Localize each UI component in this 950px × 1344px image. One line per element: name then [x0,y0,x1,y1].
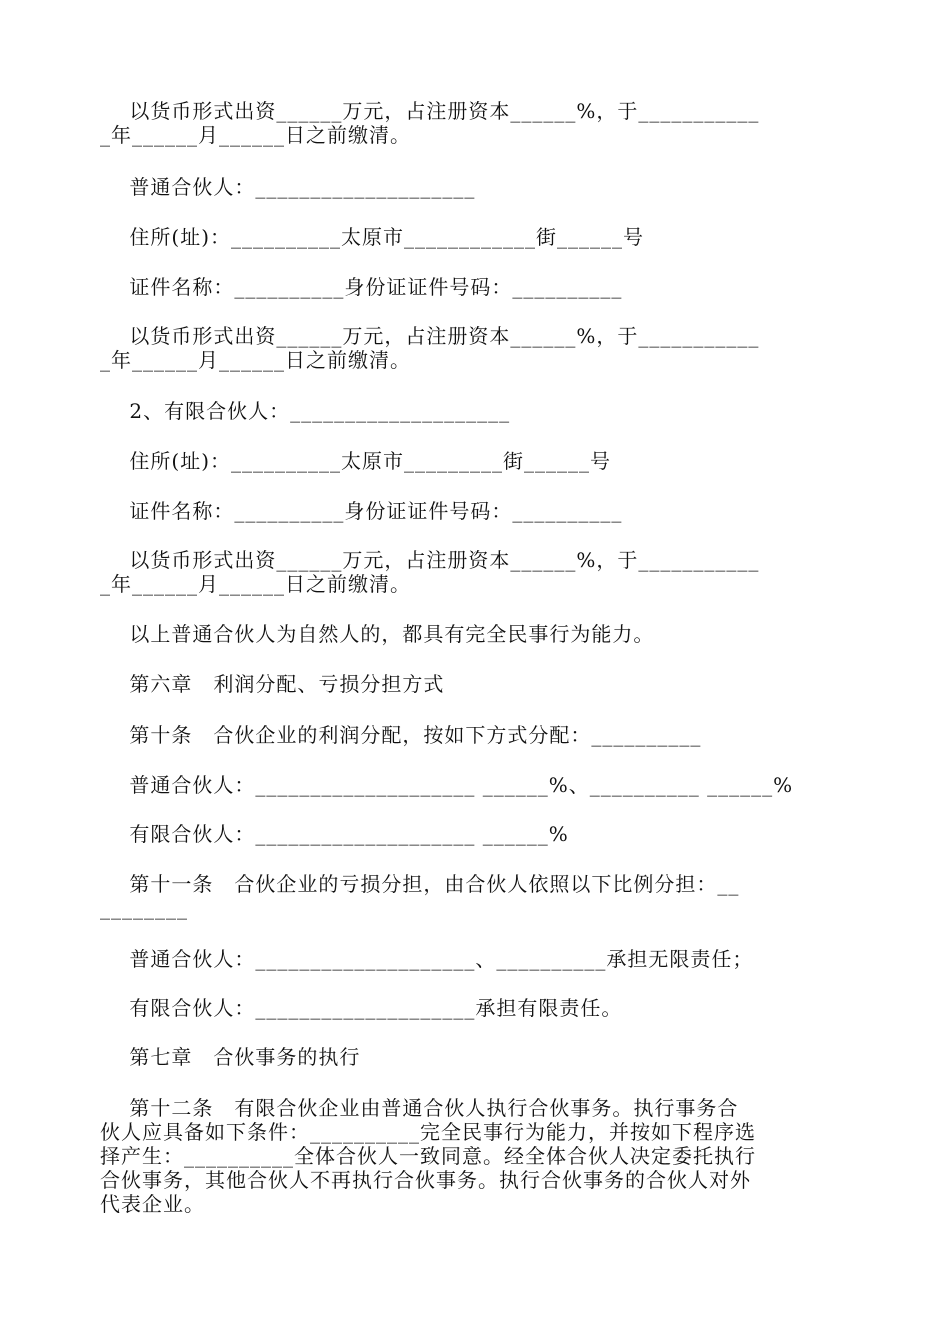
capital-contribution-paragraph-3: 以货币形式出资______万元，占注册资本______%，于___________ _年______月______日之前缴清。 [100,548,760,596]
address-line-1: 住所(址)：__________太原市____________街______号 [100,225,645,249]
limited-partner-loss-line: 有限合伙人：____________________承担有限责任。 [100,996,623,1020]
id-document-line-2: 证件名称：__________身份证证件号码：__________ [100,499,623,523]
address-line-2: 住所(址)：__________太原市_________街______号 [100,449,612,473]
id-document-line-1: 证件名称：__________身份证证件号码：__________ [100,275,623,299]
article-eleven: 第十一条 合伙企业的亏损分担，由合伙人依照以下比例分担：__ ________ [100,872,740,920]
general-partner-profit-line: 普通合伙人：____________________ ______%、__________ ______% [100,773,794,797]
article-ten: 第十条 合伙企业的利润分配，按如下方式分配：__________ [100,723,702,747]
general-partner-loss-line: 普通合伙人：____________________、__________承担无限责任； [100,947,754,971]
chapter-seven-heading: 第七章 合伙事务的执行 [100,1045,361,1069]
natural-person-statement: 以上普通合伙人为自然人的，都具有完全民事行为能力。 [100,622,655,646]
general-partner-line-1: 普通合伙人：____________________ [100,175,476,199]
limited-partner-profit-line: 有限合伙人：____________________ ______% [100,822,569,846]
article-twelve: 第十二条 有限合伙企业由普通合伙人执行合伙事务。执行事务合 伙人应具备如下条件：__________完全民事行为能力，并按如下程序选 择产生：__________全体合伙人一致同意。经全体合伙人决定委托执行 合伙事务，其他合伙人不再执行合伙事务。执行合伙事务的合伙人对外 代表企业。 [100,1096,756,1216]
limited-partner-line: 2、有限合伙人：____________________ [100,399,511,423]
capital-contribution-paragraph-1: 以货币形式出资______万元，占注册资本______%，于___________ _年______月______日之前缴清。 [100,99,760,147]
capital-contribution-paragraph-2: 以货币形式出资______万元，占注册资本______%，于___________ _年______月______日之前缴清。 [100,324,760,372]
chapter-six-heading: 第六章 利润分配、亏损分担方式 [100,672,445,696]
